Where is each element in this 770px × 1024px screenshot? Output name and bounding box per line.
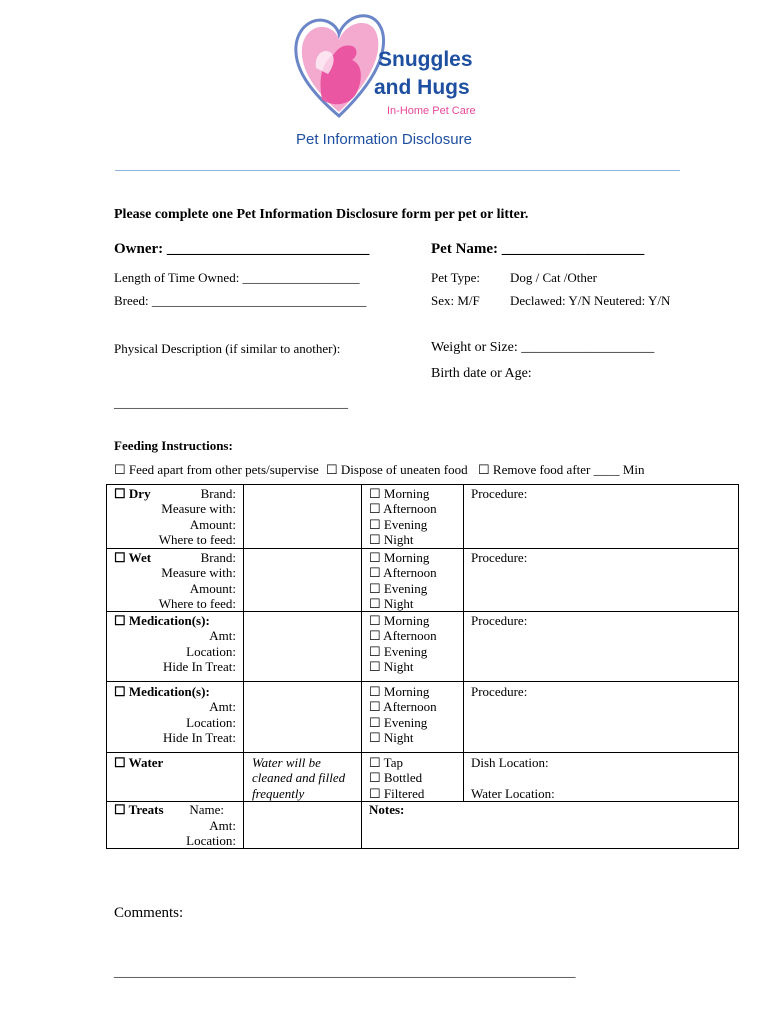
description-line[interactable]: ____________________________________ (114, 395, 348, 410)
remove-food-checkbox[interactable]: ☐ Remove food after ____ Min (478, 462, 645, 477)
water-tap-checkbox[interactable]: ☐ Tap (369, 755, 403, 770)
water-desc-line3: frequently (252, 786, 305, 801)
dry-afternoon-checkbox[interactable]: ☐ Afternoon (369, 501, 437, 516)
wet-measure-label: Measure with: (161, 565, 236, 580)
water-bottled-checkbox[interactable]: ☐ Bottled (369, 770, 423, 785)
water-filtered-checkbox[interactable]: ☐ Filtered (369, 786, 425, 801)
notes-label: Notes: (369, 802, 405, 817)
med1-hide-label: Hide In Treat: (163, 659, 236, 674)
med2-hide-label: Hide In Treat: (163, 730, 236, 745)
wet-afternoon-checkbox[interactable]: ☐ Afternoon (369, 565, 437, 580)
water-checkbox[interactable]: ☐ Water (114, 755, 164, 770)
page-title: Pet Information Disclosure (296, 131, 472, 148)
dry-measure-label: Measure with: (161, 501, 236, 516)
med2-procedure-label: Procedure: (471, 684, 528, 699)
wet-evening-checkbox[interactable]: ☐ Evening (369, 581, 428, 596)
logo-line2: and Hugs (374, 76, 470, 99)
dry-night-checkbox[interactable]: ☐ Night (369, 532, 414, 547)
feeding-title: Feeding Instructions: (114, 438, 233, 453)
treats-checkbox[interactable]: ☐ Treats (114, 802, 164, 817)
feed-apart-checkbox[interactable]: ☐ Feed apart from other pets/supervise (114, 462, 319, 477)
med1-evening-checkbox[interactable]: ☐ Evening (369, 644, 428, 659)
medication2-checkbox[interactable]: ☐ Medication(s): (114, 684, 210, 699)
treats-name-label: Name: (189, 802, 224, 817)
wet-brand-label: Brand: (200, 550, 236, 565)
declawed-neutered-field[interactable]: Declawed: Y/N Neutered: Y/N (510, 293, 671, 308)
med1-morning-checkbox[interactable]: ☐ Morning (369, 613, 430, 628)
dry-brand-label: Brand: (200, 486, 236, 501)
water-desc-line1: Water will be (252, 755, 321, 770)
dry-evening-checkbox[interactable]: ☐ Evening (369, 517, 428, 532)
wet-night-checkbox[interactable]: ☐ Night (369, 596, 414, 611)
medication1-checkbox[interactable]: ☐ Medication(s): (114, 613, 210, 628)
dry-where-label: Where to feed: (158, 532, 236, 547)
logo-line1: Snuggles (378, 48, 473, 71)
wet-morning-checkbox[interactable]: ☐ Morning (369, 550, 430, 565)
dry-morning-checkbox[interactable]: ☐ Morning (369, 486, 430, 501)
med2-afternoon-checkbox[interactable]: ☐ Afternoon (369, 699, 437, 714)
pet-name-field[interactable]: Pet Name: ___________________ (431, 241, 645, 257)
med2-evening-checkbox[interactable]: ☐ Evening (369, 715, 428, 730)
breed-field[interactable]: Breed: _________________________________ (114, 293, 367, 308)
wet-procedure-label: Procedure: (471, 550, 528, 565)
length-owned-field[interactable]: Length of Time Owned: __________________ (114, 270, 360, 285)
med1-amt-label: Amt: (209, 628, 236, 643)
pet-type-options[interactable]: Dog / Cat /Other (510, 270, 598, 285)
med2-location-label: Location: (186, 715, 236, 730)
wet-checkbox[interactable]: ☐ Wet (114, 550, 152, 565)
treats-location-label: Location: (186, 833, 236, 848)
weight-field[interactable]: Weight or Size: ___________________ (431, 340, 655, 355)
wet-where-label: Where to feed: (158, 596, 236, 611)
logo (292, 8, 507, 120)
dry-checkbox[interactable]: ☐ Dry (114, 486, 151, 501)
comments-line[interactable]: _______________________________________________________________________ (114, 964, 576, 979)
med1-procedure-label: Procedure: (471, 613, 528, 628)
pet-type-label: Pet Type: (431, 270, 481, 285)
med1-location-label: Location: (186, 644, 236, 659)
owner-field[interactable]: Owner: ___________________________ (114, 241, 370, 257)
dispose-food-checkbox[interactable]: ☐ Dispose of uneaten food (326, 462, 468, 477)
med1-night-checkbox[interactable]: ☐ Night (369, 659, 414, 674)
sex-field[interactable]: Sex: M/F (431, 293, 480, 308)
physical-description-label: Physical Description (if similar to another): (114, 341, 341, 356)
med1-afternoon-checkbox[interactable]: ☐ Afternoon (369, 628, 437, 643)
med2-amt-label: Amt: (209, 699, 236, 714)
comments-label: Comments: (114, 905, 184, 921)
instruction-text: Please complete one Pet Information Disclosure form per pet or litter. (114, 207, 529, 222)
logo-tagline: In-Home Pet Care (387, 105, 476, 117)
heart-logo-icon (292, 8, 387, 120)
water-location-label: Water Location: (471, 786, 555, 801)
dry-amount-label: Amount: (189, 517, 236, 532)
wet-amount-label: Amount: (189, 581, 236, 596)
med2-morning-checkbox[interactable]: ☐ Morning (369, 684, 430, 699)
dish-location-label: Dish Location: (471, 755, 549, 770)
title-divider (115, 170, 680, 171)
med2-night-checkbox[interactable]: ☐ Night (369, 730, 414, 745)
water-desc-line2: cleaned and filled (252, 770, 346, 785)
birthdate-field[interactable]: Birth date or Age: (431, 366, 532, 381)
dry-procedure-label: Procedure: (471, 486, 528, 501)
treats-amt-label: Amt: (209, 818, 236, 833)
